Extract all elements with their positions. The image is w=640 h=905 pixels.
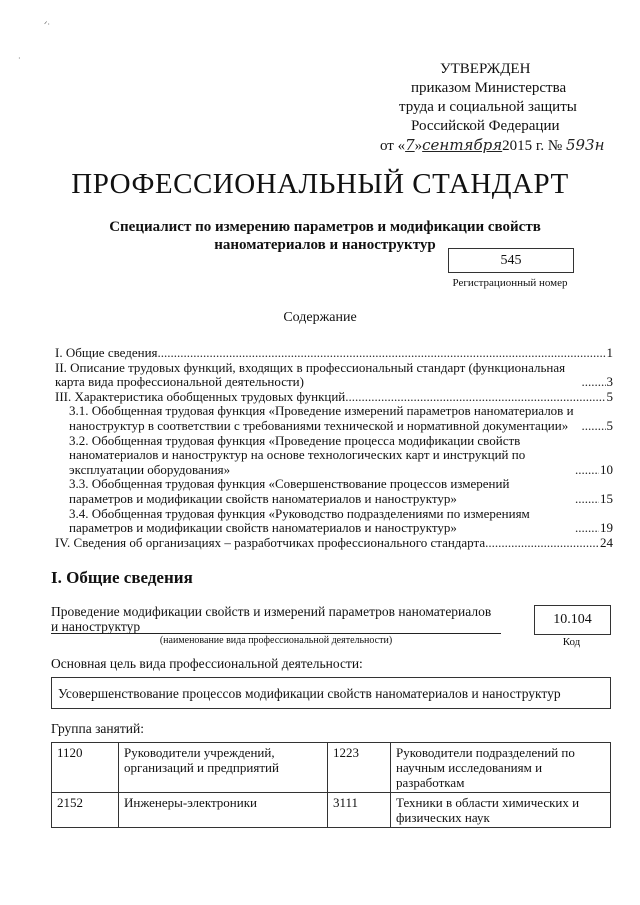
table-of-contents	[55, 346, 613, 550]
order-number-handwritten: 593н	[565, 136, 605, 154]
activity-name: Проведение модификации свойств и измерений параметров наноматериалов и наноструктур	[51, 604, 492, 634]
toc-item-page: 5	[606, 417, 613, 433]
approval-heading: УТВЕРЖДЕН	[440, 61, 531, 77]
toc-item[interactable]	[55, 404, 613, 433]
toc-item-page: 3	[606, 374, 613, 390]
activity-code-label: Код	[562, 636, 581, 648]
occupation-code: 2152	[52, 793, 119, 828]
standard-name: Специалист по измерению параметров и модификации свойств наноматериалов и наноструктур	[109, 219, 541, 253]
toc-item-text: IV. Сведения об организациях – разработчиках профессионального стандарта	[55, 534, 486, 550]
occupation-name: Руководители учреждений, организаций и предприятий	[119, 743, 328, 793]
toc-item-text: 3.3. Обобщенная трудовая функция «Совершенствование процессов измерений параметров и модификации свойств наноматериалов и наноструктур»	[69, 476, 510, 506]
date-month-handwritten: сентября	[422, 136, 503, 154]
date-year: 2015 г. №	[502, 138, 563, 154]
approval-line: приказом Министерства	[411, 80, 567, 96]
occupation-code: 1120	[52, 743, 119, 793]
toc-item-page: 15	[600, 490, 613, 506]
approval-block	[380, 60, 605, 156]
activity-code-box: 10.104	[534, 605, 611, 635]
occupation-name: Техники в области химических и физических наук	[391, 793, 611, 828]
document-title: ПРОФЕССИОНАЛЬНЫЙ СТАНДАРТ	[71, 168, 569, 200]
toc-item[interactable]	[55, 477, 613, 506]
occupation-group-label: Группа занятий:	[51, 721, 144, 736]
activity-caption: (наименование вида профессиональной деятельности)	[159, 635, 393, 646]
date-prefix: от «	[380, 138, 406, 154]
table-row	[52, 793, 611, 828]
toc-item-text: 3.2. Обобщенная трудовая функция «Проведение процесса модификации свойств наноматериалов и наноструктур на основе технологических карт и инструкций по эксплуатации оборудования»	[69, 432, 526, 477]
toc-item-text: III. Характеристика обобщенных трудовых функций	[55, 388, 346, 404]
table-row	[52, 743, 611, 793]
toc-item-text: I. Общие сведения	[55, 345, 158, 360]
toc-item[interactable]	[55, 507, 613, 536]
toc-item-page: 24	[600, 534, 613, 550]
toc-item-text: 3.1. Обобщенная трудовая функция «Проведение измерений параметров наноматериалов и наноструктур в соответствии с требованиями технической и нормативной документации»	[69, 403, 574, 433]
approval-date-line	[380, 136, 605, 156]
toc-item-page: 1	[606, 345, 613, 360]
date-mid: »	[414, 138, 423, 154]
scan-mark: ᐟ·	[44, 20, 51, 29]
toc-item-page: 5	[606, 388, 613, 404]
toc-item-page: 10	[600, 461, 613, 477]
date-day-handwritten: 7	[405, 136, 415, 154]
approval-line: труда и социальной защиты	[399, 99, 577, 115]
divider	[51, 633, 501, 634]
toc-item-text: II. Описание трудовых функций, входящих в профессиональный стандарт (функциональная карта вида профессиональной деятельности)	[55, 359, 566, 390]
toc-item[interactable]	[55, 361, 613, 390]
approval-line: Российской Федерации	[411, 118, 560, 134]
registration-number-box: 545	[448, 248, 574, 273]
occupation-code: 3111	[328, 793, 391, 828]
occupation-code: 1223	[328, 743, 391, 793]
occupation-name: Руководители подразделений по научным исследованиям и разработкам	[391, 743, 611, 793]
toc-item[interactable]	[55, 390, 613, 405]
occupation-name: Инженеры-электроники	[119, 793, 328, 828]
toc-item[interactable]	[55, 346, 613, 361]
goal-label: Основная цель вида профессиональной деятельности:	[51, 656, 363, 671]
contents-title: Содержание	[283, 310, 357, 325]
scan-mark: ·	[18, 54, 21, 63]
toc-item-text: 3.4. Обобщенная трудовая функция «Руководство подразделениями по измерениям параметров и модификации свойств наноматериалов и наноструктур»	[69, 505, 530, 536]
toc-item-page: 19	[600, 520, 613, 536]
toc-item[interactable]	[55, 536, 613, 551]
goal-box: Усовершенствование процессов модификации свойств наноматериалов и наноструктур	[51, 677, 611, 709]
toc-item[interactable]	[55, 434, 613, 478]
occupation-table	[51, 742, 611, 828]
registration-number-label: Регистрационный номер	[452, 277, 568, 289]
section-heading: I. Общие сведения	[51, 568, 193, 587]
